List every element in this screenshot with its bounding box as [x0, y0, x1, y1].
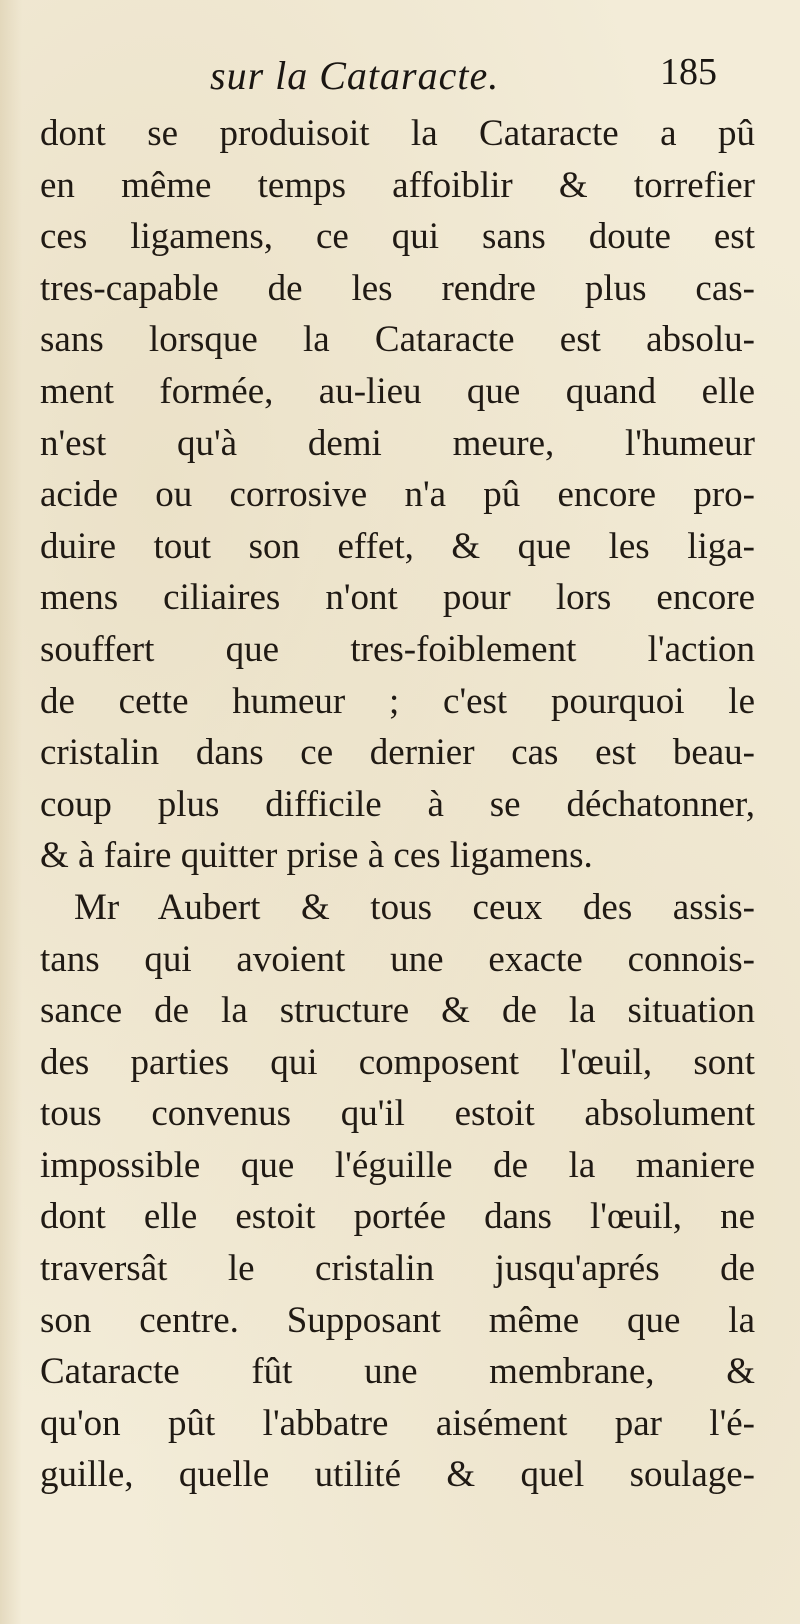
running-head-title: sur la Cataracte.: [210, 53, 500, 98]
text-line: & à faire quitter prise à ces ligamens.: [40, 835, 593, 877]
page-number: 185: [660, 51, 717, 93]
text-line: qu'on pût l'abbatre aisément par l'é-: [40, 1402, 755, 1444]
text-line: n'est qu'à demi meure, l'humeur: [40, 422, 755, 464]
text-line: son centre. Supposant même que la: [40, 1299, 755, 1341]
text-line: acide ou corrosive n'a pû encore pro-: [40, 474, 755, 516]
text-line: dont elle estoit portée dans l'œuil, ne: [40, 1196, 755, 1238]
text-line: sans lorsque la Cataracte est absolu-: [40, 319, 755, 361]
text-line: duire tout son effet, & que les liga-: [40, 525, 755, 567]
paragraph-start-line: Mr Aubert & tous ceux des assis-: [74, 886, 755, 928]
text-line: cristalin dans ce dernier cas est beau-: [40, 732, 755, 774]
text-line: coup plus difficile à se déchatonner,: [40, 783, 755, 825]
text-line: en même temps affoiblir & torrefier: [40, 164, 755, 206]
text-line: souffert que tres-foiblement l'action: [40, 628, 755, 670]
text-line: tous convenus qu'il estoit absolument: [40, 1093, 755, 1135]
text-line: Cataracte fût une membrane, &: [40, 1351, 755, 1393]
text-line: tans qui avoient une exacte connois-: [40, 938, 755, 980]
text-line: de cette humeur ; c'est pourquoi le: [40, 680, 755, 722]
text-line: impossible que l'éguille de la maniere: [40, 1144, 755, 1186]
text-line: dont se produisoit la Cataracte a pû: [40, 113, 755, 154]
text-line: des parties qui composent l'œuil, sont: [40, 1041, 755, 1083]
text-line: ces ligamens, ce qui sans doute est: [40, 216, 755, 258]
text-line: tres-capable de les rendre plus cas-: [40, 267, 755, 309]
body-text: [40, 108, 755, 1501]
running-head: [0, 46, 800, 106]
text-line: ment formée, au-lieu que quand elle: [40, 370, 755, 412]
text-line: guille, quelle utilité & quel soulage-: [40, 1454, 755, 1496]
text-line: sance de la structure & de la situation: [40, 990, 755, 1032]
text-line: traversât le cristalin jusqu'aprés de: [40, 1248, 755, 1290]
text-line: mens ciliaires n'ont pour lors encore: [40, 577, 755, 619]
